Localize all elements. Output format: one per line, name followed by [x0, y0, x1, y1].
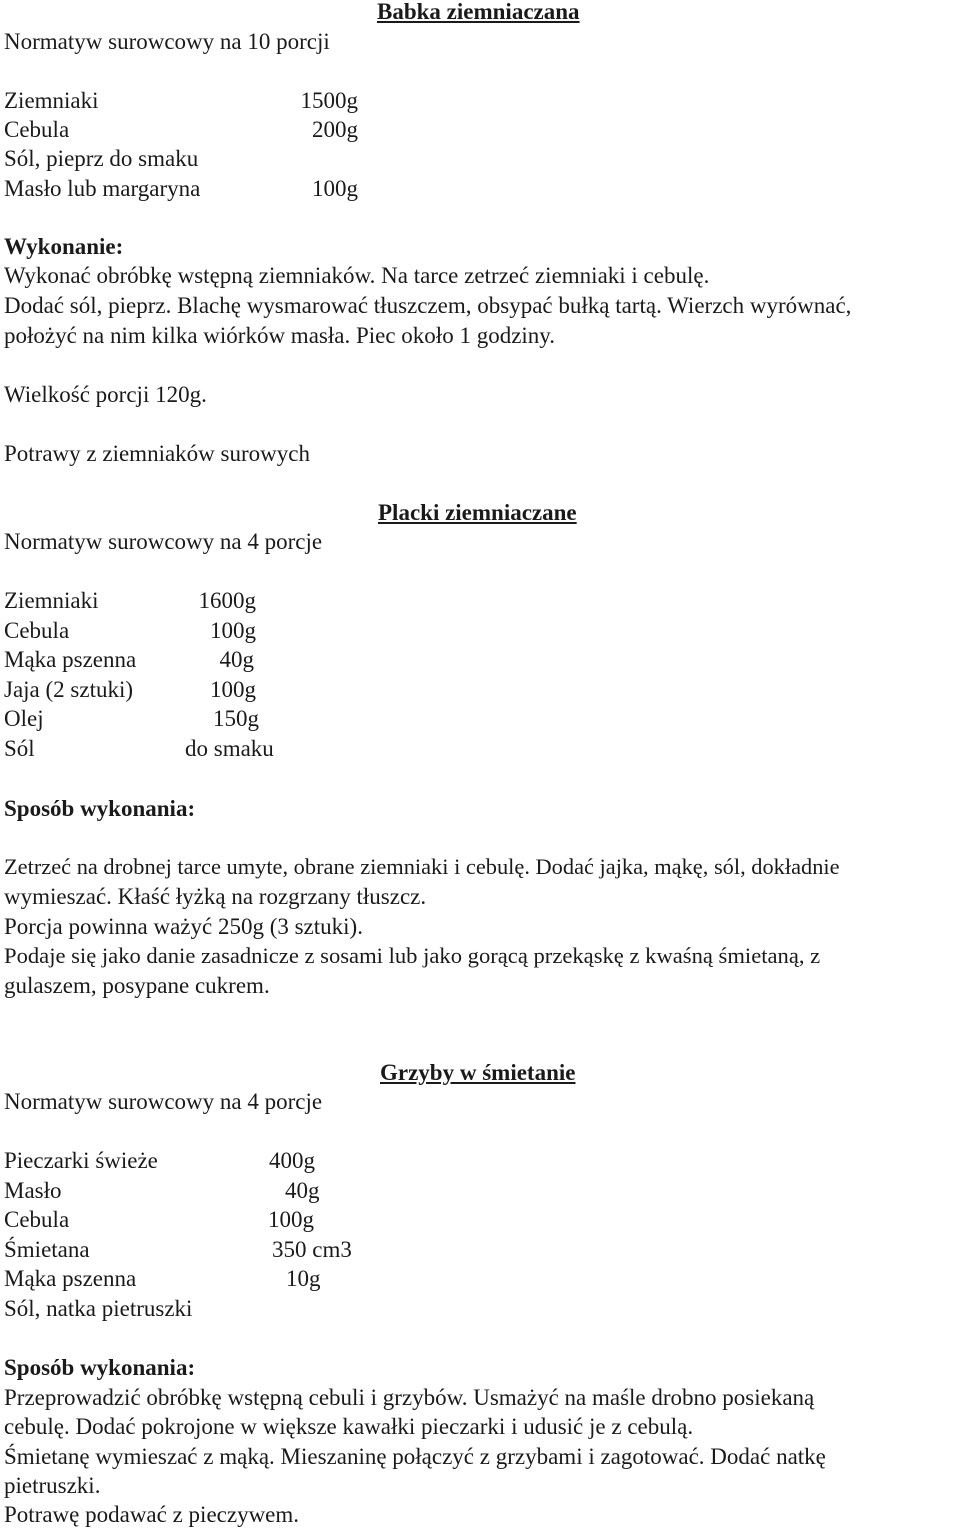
- method-line: Śmietanę wymieszać z mąką. Mieszaninę połączyć z grzybami i zagotować. Dodać natkę: [4, 1444, 826, 1469]
- ingredient-qty: 200g: [312, 117, 358, 142]
- ingredient-name: Pieczarki świeże: [4, 1148, 158, 1173]
- ingredient-name: Sól, pieprz do smaku: [4, 146, 199, 171]
- ingredient-row: [4, 86, 99, 116]
- method-heading: Sposób wykonania:: [4, 796, 196, 821]
- recipe-title-babka: Babka ziemniaczana: [377, 0, 580, 24]
- ingredient-qty: 100g: [268, 1207, 314, 1232]
- ingredient-qty: 1600g: [198, 588, 256, 613]
- ingredient-name: Sól: [4, 736, 35, 761]
- method-line: wymieszać. Kłaść łyżką na rozgrzany tłuszcz.: [4, 884, 427, 909]
- method-line: Porcja powinna ważyć 250g (3 sztuki).: [4, 914, 363, 939]
- ingredient-qty: 1500g: [300, 88, 358, 113]
- ingredient-name: Jaja (2 sztuki): [4, 677, 134, 702]
- category-label: Potrawy z ziemniaków surowych: [4, 441, 310, 466]
- ingredient-name: Cebula: [4, 618, 70, 643]
- ingredient-name: Cebula: [4, 117, 70, 142]
- ingredient-row: [4, 144, 198, 174]
- method-heading: Sposób wykonania:: [4, 1355, 196, 1380]
- ingredient-qty: 40g: [219, 647, 254, 672]
- method-line: Dodać sól, pieprz. Blachę wysmarować tłuszczem, obsypać bułką tartą. Wierzch wyrównać,: [4, 293, 852, 318]
- method-heading: Wykonanie:: [4, 234, 124, 259]
- method-line: Potrawę podawać z pieczywem.: [4, 1502, 300, 1527]
- method-line: Zetrzeć na drobnej tarce umyte, obrane ziemniaki i cebulę. Dodać jajka, mąkę, sól, dokładnie: [4, 854, 840, 879]
- normatyw-label: Normatyw surowcowy na 4 porcje: [4, 529, 323, 554]
- normatyw-label: Normatyw surowcowy na 4 porcje: [4, 1089, 323, 1114]
- method-line: gulaszem, posypane cukrem.: [4, 973, 270, 998]
- ingredient-name: Mąka pszenna: [4, 647, 137, 672]
- ingredient-row: [4, 174, 200, 204]
- method-line: Wykonać obróbkę wstępną ziemniaków. Na tarce zetrzeć ziemniaki i cebulę.: [4, 263, 710, 288]
- ingredient-name: Cebula: [4, 1207, 70, 1232]
- ingredient-qty: 100g: [210, 677, 256, 702]
- ingredient-name: Mąka pszenna: [4, 1266, 137, 1291]
- ingredient-name: Olej: [4, 706, 44, 731]
- method-line: położyć na nim kilka wiórków masła. Piec około 1 godziny.: [4, 323, 556, 348]
- ingredient-name: Ziemniaki: [4, 88, 99, 113]
- method-line: Przeprowadzić obróbkę wstępną cebuli i grzybów. Usmażyć na maśle drobno posiekaną: [4, 1385, 815, 1410]
- ingredient-qty: 350 cm3: [272, 1237, 352, 1262]
- ingredient-qty: 10g: [286, 1266, 321, 1291]
- recipe-title-placki: Placki ziemniaczane: [378, 500, 577, 525]
- ingredient-qty: 150g: [213, 706, 259, 731]
- ingredient-qty: do smaku: [185, 736, 274, 761]
- ingredient-name: Masło: [4, 1178, 62, 1203]
- portion-size: Wielkość porcji 120g.: [4, 382, 207, 407]
- recipe-title-grzyby: Grzyby w śmietanie: [380, 1060, 576, 1085]
- ingredient-name: Ziemniaki: [4, 588, 99, 613]
- ingredient-qty: 100g: [312, 176, 358, 201]
- ingredient-name: Sól, natka pietruszki: [4, 1296, 193, 1321]
- ingredient-qty: 400g: [269, 1148, 315, 1173]
- ingredient-qty: 40g: [285, 1178, 320, 1203]
- method-line: cebulę. Dodać pokrojone w większe kawałki pieczarki i udusić je z cebulą.: [4, 1414, 694, 1439]
- ingredient-row: [4, 115, 69, 145]
- ingredient-qty: 100g: [210, 618, 256, 643]
- method-line: Podaje się jako danie zasadnicze z sosami lub jako gorącą przekąskę z kwaśną śmietaną, z: [4, 943, 821, 968]
- method-line: pietruszki.: [4, 1473, 101, 1498]
- ingredient-name: Masło lub margaryna: [4, 176, 201, 201]
- normatyw-label: Normatyw surowcowy na 10 porcji: [4, 29, 330, 54]
- ingredient-name: Śmietana: [4, 1237, 90, 1262]
